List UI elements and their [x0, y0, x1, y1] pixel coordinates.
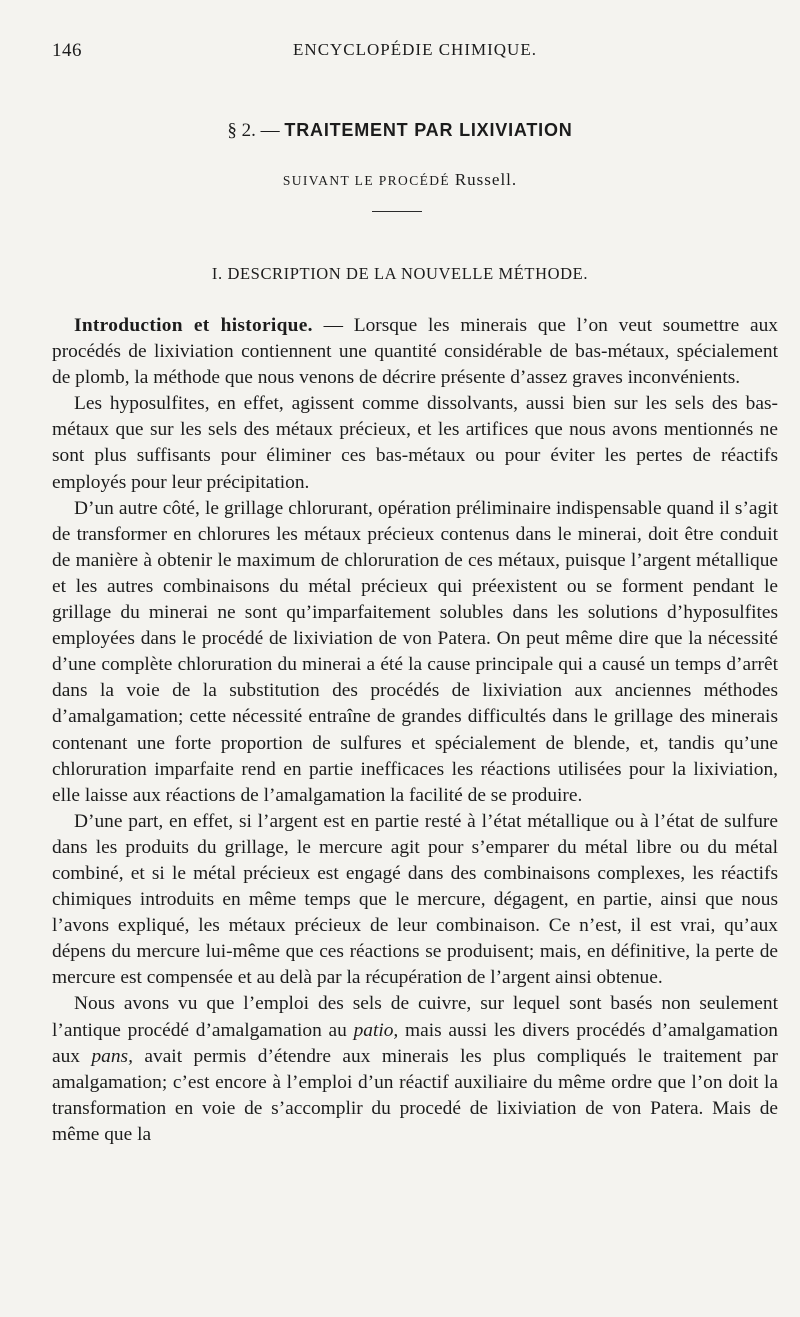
section-title: TRAITEMENT PAR LIXIVIATION	[284, 120, 573, 140]
term-pans: pans,	[91, 1045, 133, 1067]
page-header	[52, 40, 778, 66]
paragraph-lead: Introduction et historique.	[74, 315, 313, 336]
body-text	[52, 313, 778, 1148]
page-number: 146	[52, 40, 82, 61]
section-divider	[372, 211, 422, 212]
subtitle-prefix: SUIVANT LE PROCÉDÉ	[282, 173, 451, 188]
paragraph-3: D’un autre côté, le grillage chlorurant, opération préliminaire indispensable quand il s’agit de transformer en chlorures les métaux précieux contenus dans le minerai, doit être conduit de manière à obtenir le maximum de chloruration de ces métaux, puisque l’argent métallique et les autres combinaisons du métal précieux qui préexistent ou se forment pendant le grillage du minerai ne sont qu’imparfaitement solubles dans les solutions d’hyposulfites employées dans le procédé de lixiviation de von Patera. On peut même dire que la nécessité d’une complète chloruration du minerai a été la cause principale qui a causé un temps d’arrêt dans la voie de la substitution des procédés de lixiviation aux anciennes méthodes d’amalgamation; cette nécessité entraîne de grandes difficultés dans le grillage des minerais contenant une forte proportion de sulfures et spécialement de blende, et, tandis qu’une chloruration imparfaite rend en partie inefficaces les réactions utilisées pour la lixiviation, elle laisse aux réactions de l’amalgamation la facilité de se produire.	[52, 497, 778, 806]
subtitle-name: Russell.	[454, 170, 518, 189]
term-patio: patio,	[353, 1019, 399, 1041]
paragraph-2: Les hyposulfites, en effet, agissent comme dissolvants, aussi bien sur les sels des bas-métaux que sur les sels des métaux précieux, et les artifices que nous avons mentionnés ne sont plus suffisants pour éliminer ces bas-métaux ou pour éviter les pertes de réactifs employés pour leur précipitation.	[52, 393, 778, 493]
subsection-heading: I. DESCRIPTION DE LA NOUVELLE MÉTHODE.	[211, 264, 589, 283]
paragraph-5-part-c: avait permis d’étendre aux minerais les plus compliqués le traitement par amalgamation; c’est encore à l’emploi d’un réactif auxiliaire du même ordre que l’on doit la transformation en voie de s’accomplir du procedé de lixiviation de von Patera. Mais de même que la	[52, 1045, 778, 1145]
section-subtitle	[0, 170, 800, 190]
paragraph-5-part-b: mais aussi les divers procédés d’amalgamation aux	[52, 1019, 778, 1067]
paragraph-1	[52, 313, 778, 391]
paragraph-4: D’une part, en effet, si l’argent est en partie resté à l’état métallique ou à l’état de sulfure dans les produits du grillage, le mercure agit pour s’emparer du métal libre ou du métal combiné, et si le métal précieux est engagé dans des combinaisons complexes, les réactifs chimiques introduits en même temps que le mercure, dégagent, en partie, ainsi que nous l’avons expliqué, les métaux précieux de leur combinaison. Ce n’est, il est vrai, qu’aux dépens du mercure lui-même que ces réactions se produisent; mais, en définitive, la perte de mercure est compensée et au delà par la récupération de l’argent ainsi obtenue.	[52, 810, 778, 989]
section-heading	[0, 120, 800, 142]
section-number: § 2. —	[227, 120, 280, 141]
running-title: ENCYCLOPÉDIE CHIMIQUE.	[293, 40, 537, 59]
paragraph-5-part-a: Nous avons vu que l’emploi des sels de cuivre, sur lequel sont basés non seulement l’antique procédé d’amalgamation au	[52, 993, 778, 1041]
paragraph-5	[52, 991, 778, 1148]
paragraph-1-text: — Lorsque les minerais que l’on veut soumettre aux procédés de lixiviation contiennent une quantité considérable de bas-métaux, spécialement de plomb, la méthode que nous venons de décrire présente d’assez graves inconvénients.	[52, 315, 778, 389]
